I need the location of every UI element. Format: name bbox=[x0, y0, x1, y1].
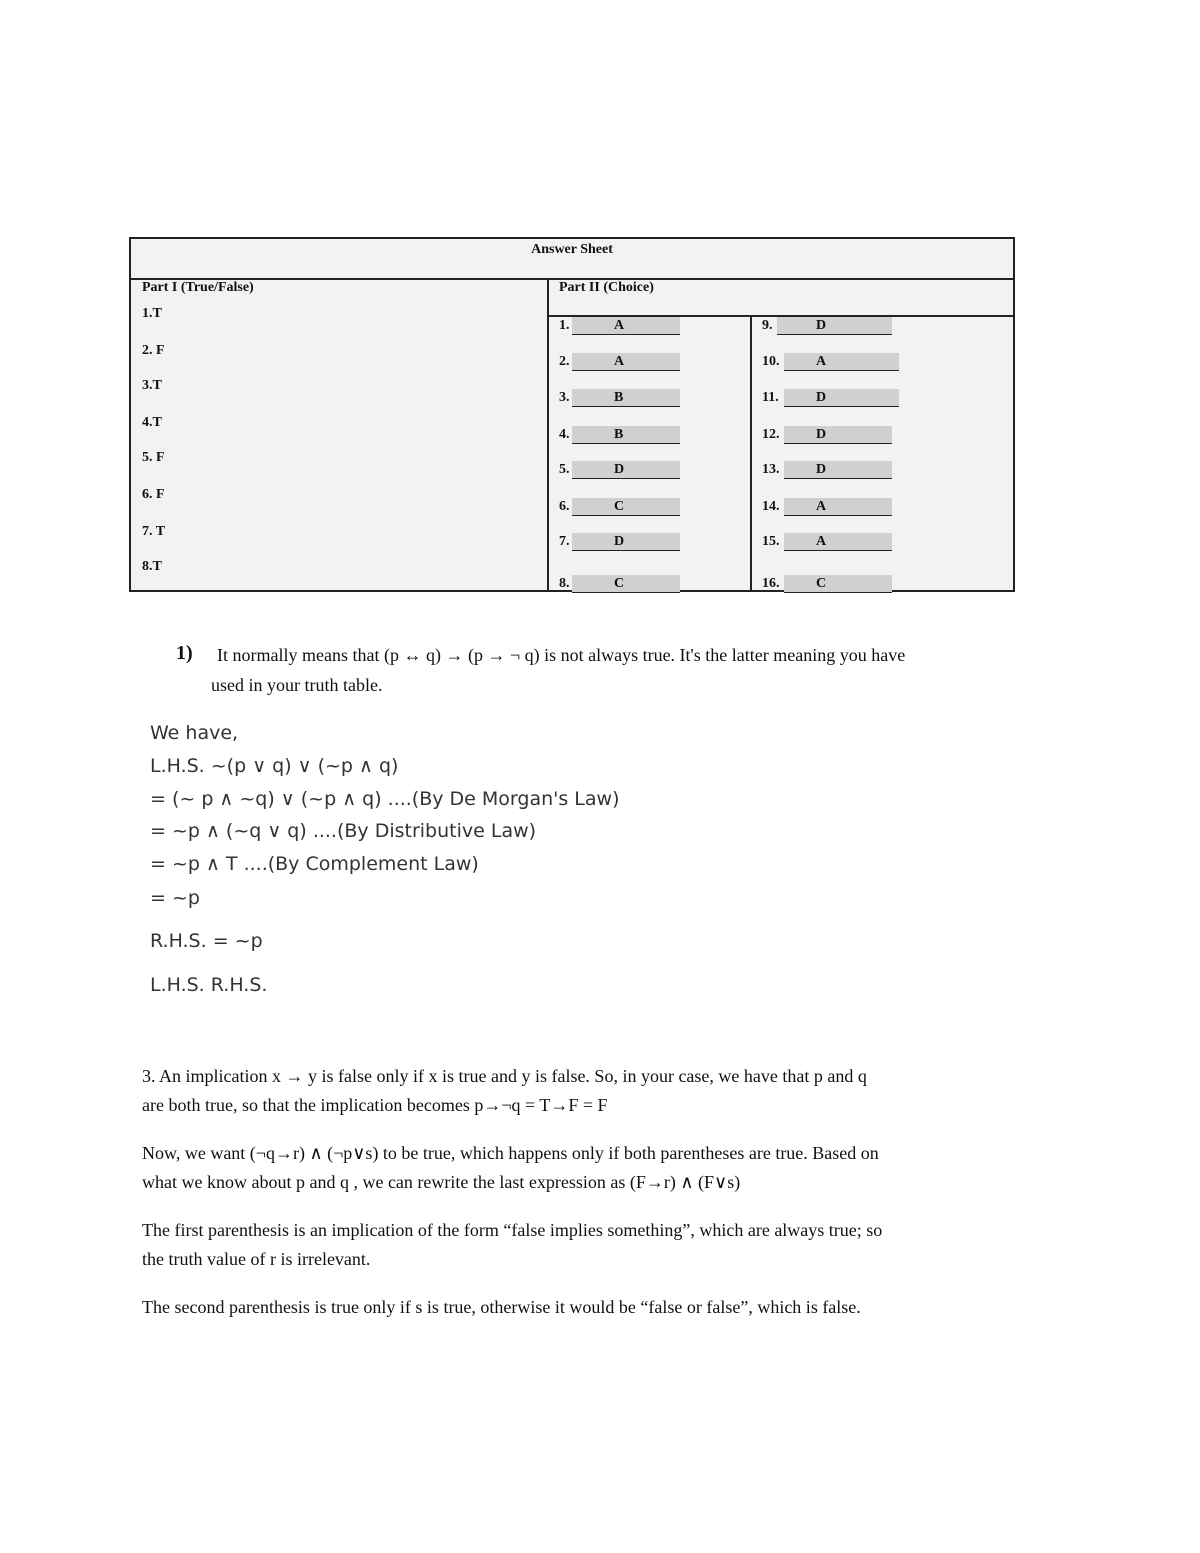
choice-number: 13. bbox=[762, 462, 780, 477]
choice-item bbox=[762, 575, 902, 593]
q1-text-line2: used in your truth table. bbox=[211, 675, 383, 695]
choice-number: 6. bbox=[559, 499, 570, 514]
choice-answer: C bbox=[614, 499, 625, 514]
choice-number: 3. bbox=[559, 390, 570, 405]
part1-answer: 7. T bbox=[142, 524, 166, 539]
choice-number: 2. bbox=[559, 354, 570, 369]
answer-blank bbox=[784, 533, 892, 551]
answer-blank bbox=[784, 389, 899, 407]
choice-answer: A bbox=[614, 354, 625, 369]
q3-paragraph1-line1: 3. An implication x → y is false only if x is true and y is false. So, in your case, we have that p and q bbox=[142, 1066, 867, 1086]
answer-blank bbox=[777, 317, 892, 335]
choice-item bbox=[559, 461, 689, 479]
choice-item bbox=[559, 389, 689, 407]
choice-item bbox=[762, 426, 902, 444]
choice-item bbox=[559, 426, 689, 444]
choice-item bbox=[559, 533, 689, 551]
choice-item bbox=[762, 389, 902, 407]
choice-answer: A bbox=[816, 534, 827, 549]
answer-blank bbox=[784, 498, 892, 516]
answer-blank bbox=[572, 353, 680, 371]
part1-answer: 5. F bbox=[142, 450, 165, 465]
choice-number: 7. bbox=[559, 534, 570, 549]
part1-answer: 2. F bbox=[142, 343, 165, 358]
answer-blank bbox=[784, 426, 892, 444]
choice-item bbox=[559, 575, 689, 593]
q3-paragraph4-line1: The second parenthesis is true only if s is true, otherwise it would be “false or false”, which is false. bbox=[142, 1297, 861, 1317]
choice-answer: C bbox=[614, 576, 625, 591]
choice-answer: D bbox=[816, 390, 827, 405]
part1-answer: 3.T bbox=[142, 378, 162, 393]
part1-answer: 1.T bbox=[142, 306, 162, 321]
choice-number: 15. bbox=[762, 534, 780, 549]
proof-line: = ~p ∧ T ....(By Complement Law) bbox=[150, 853, 479, 875]
choice-answer: D bbox=[614, 534, 625, 549]
choice-answer: B bbox=[614, 427, 624, 442]
answer-blank bbox=[572, 389, 680, 407]
proof-line: = ~p bbox=[150, 887, 200, 909]
choice-item bbox=[762, 533, 902, 551]
part2-header: Part II (Choice) bbox=[559, 280, 654, 295]
choice-number: 4. bbox=[559, 427, 570, 442]
choice-number: 10. bbox=[762, 354, 780, 369]
choice-answer: A bbox=[816, 499, 827, 514]
choice-number: 1. bbox=[559, 318, 570, 333]
answer-blank bbox=[572, 461, 680, 479]
choice-item bbox=[762, 353, 902, 371]
q3-paragraph3-line1: The first parenthesis is an implication of the form “false implies something”, which are always true; so bbox=[142, 1220, 883, 1240]
answer-blank bbox=[572, 426, 680, 444]
part1-header: Part I (True/False) bbox=[142, 280, 254, 295]
proof-line: L.H.S. ~(p ∨ q) ∨ (~p ∧ q) bbox=[150, 755, 399, 777]
proof-line: = (~ p ∧ ~q) ∨ (~p ∧ q) ....(By De Morgan's Law) bbox=[150, 788, 620, 810]
part2-header-cell bbox=[549, 278, 1013, 317]
answer-blank bbox=[784, 575, 892, 593]
answer-blank bbox=[572, 498, 680, 516]
proof-line: L.H.S. R.H.S. bbox=[150, 974, 268, 996]
answer-blank bbox=[572, 533, 680, 551]
part1-cell bbox=[131, 278, 549, 590]
choice-item bbox=[559, 317, 689, 335]
proof-line: = ~p ∧ (~q ∨ q) ....(By Distributive Law) bbox=[150, 820, 537, 842]
part1-answer: 8.T bbox=[142, 559, 162, 574]
proof-line: R.H.S. = ~p bbox=[150, 930, 263, 952]
answer-sheet-title: Answer Sheet bbox=[131, 239, 1013, 280]
choice-number: 9. bbox=[762, 318, 773, 333]
q1-text-line1: It normally means that (p ↔ q) → (p → ¬ q) is not always true. It's the latter meaning you have bbox=[217, 645, 906, 665]
proof-line: We have, bbox=[150, 722, 239, 744]
choice-answer: D bbox=[614, 462, 625, 477]
choice-number: 5. bbox=[559, 462, 570, 477]
q3-paragraph1-line2: are both true, so that the implication becomes p→¬q = T→F = F bbox=[142, 1095, 608, 1115]
choice-item bbox=[762, 498, 902, 516]
answer-blank bbox=[784, 461, 892, 479]
choice-answer: D bbox=[816, 318, 827, 333]
choice-answer: A bbox=[614, 318, 625, 333]
choice-answer: B bbox=[614, 390, 624, 405]
answer-blank bbox=[572, 575, 680, 593]
choice-item bbox=[762, 317, 902, 335]
answer-blank bbox=[572, 317, 680, 335]
choice-answer: D bbox=[816, 427, 827, 442]
q1-number: 1) bbox=[176, 642, 193, 664]
part1-answer: 4.T bbox=[142, 415, 162, 430]
choice-number: 12. bbox=[762, 427, 780, 442]
choice-item bbox=[762, 461, 902, 479]
answer-blank bbox=[784, 353, 899, 371]
part1-answer: 6. F bbox=[142, 487, 165, 502]
choice-item bbox=[559, 353, 689, 371]
choice-answer: A bbox=[816, 354, 827, 369]
q3-paragraph2-line2: what we know about p and q , we can rewrite the last expression as (F→r) ∧ (F∨s) bbox=[142, 1172, 741, 1192]
answer-sheet-table bbox=[129, 237, 1015, 592]
choice-number: 8. bbox=[559, 576, 570, 591]
choice-answer: D bbox=[816, 462, 827, 477]
choice-item bbox=[559, 498, 689, 516]
choice-answer: C bbox=[816, 576, 827, 591]
q3-paragraph2-line1: Now, we want (¬q→r) ∧ (¬p∨s) to be true, which happens only if both parentheses are true. Based on bbox=[142, 1143, 879, 1163]
choice-number: 16. bbox=[762, 576, 780, 591]
choice-number: 14. bbox=[762, 499, 780, 514]
choice-number: 11. bbox=[762, 390, 779, 405]
part2-column-divider bbox=[750, 317, 752, 590]
q3-paragraph3-line2: the truth value of r is irrelevant. bbox=[142, 1249, 371, 1269]
